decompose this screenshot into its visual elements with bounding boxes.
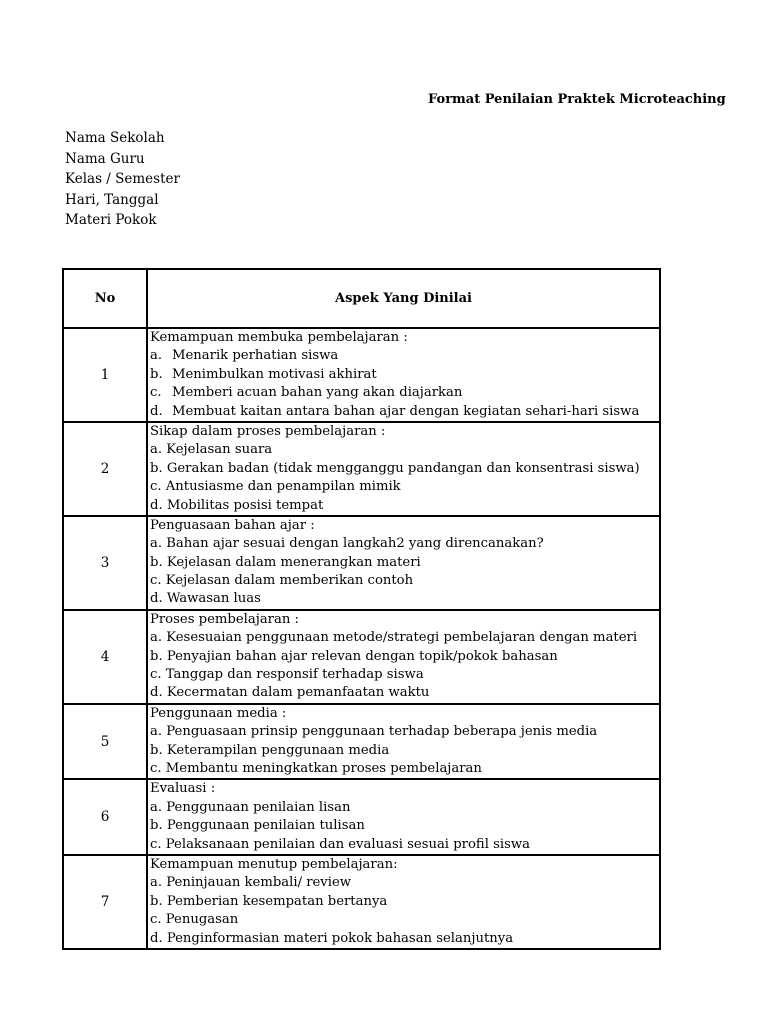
aspect-item: b. Pemberian kesempatan bertanya: [150, 893, 388, 909]
table-body: [63, 328, 660, 949]
aspect-cell: [147, 516, 660, 610]
info-field-class: Kelas / Semester: [65, 171, 180, 187]
aspect-item: a. Bahan ajar sesuai dengan langkah2 yang direncanakan?: [150, 536, 544, 552]
item-text: Membuat kaitan antara bahan ajar dengan kegiatan sehari-hari siswa: [172, 403, 640, 419]
aspect-heading: Sikap dalam proses pembelajaran :: [150, 423, 386, 439]
aspect-item: c. Kejelasan dalam memberikan contoh: [150, 573, 414, 589]
item-marker: b.: [150, 366, 163, 382]
aspect-item: a. Kejelasan suara: [150, 442, 273, 458]
aspect-cell: [147, 610, 660, 704]
aspect-item: d. Wawasan luas: [150, 591, 261, 607]
row-number: 4: [63, 610, 147, 704]
table-row: [63, 855, 660, 949]
header-no: No: [63, 269, 147, 328]
aspect-cell: [147, 422, 660, 516]
aspect-heading: Proses pembelajaran :: [150, 611, 299, 627]
item-marker: a.: [150, 348, 163, 364]
table-row: [63, 704, 660, 780]
row-number: 7: [63, 855, 147, 949]
table-row: [63, 610, 660, 704]
table-row: [63, 516, 660, 610]
aspect-item: b. Penyajian bahan ajar relevan dengan topik/pokok bahasan: [150, 648, 558, 664]
aspect-cell: [147, 855, 660, 949]
item-text: Menarik perhatian siswa: [172, 348, 339, 364]
row-number: 2: [63, 422, 147, 516]
info-field-subject: Materi Pokok: [65, 212, 157, 228]
aspect-item: c. Pelaksanaan penilaian dan evaluasi sesuai profil siswa: [150, 836, 531, 852]
aspect-heading: Kemampuan membuka pembelajaran :: [150, 330, 408, 345]
aspect-item: b. Penggunaan penilaian tulisan: [150, 818, 365, 834]
info-field-teacher: Nama Guru: [65, 150, 145, 167]
aspect-item: d. Mobilitas posisi tempat: [150, 497, 324, 513]
assessment-sheet: [62, 268, 659, 946]
aspect-item: b. Gerakan badan (tidak mengganggu pandangan dan konsentrasi siswa): [150, 460, 640, 476]
item-text: Memberi acuan bahan yang akan diajarkan: [172, 385, 463, 401]
info-field-school: Nama Sekolah: [65, 130, 165, 146]
aspect-cell: [147, 328, 660, 422]
aspect-cell: [147, 704, 660, 780]
aspect-item: c. Membantu meningkatkan proses pembelajaran: [150, 760, 482, 776]
aspect-item: c. Penugasan: [150, 912, 239, 928]
aspect-item: d. Kecermatan dalam pemanfaatan waktu: [150, 685, 430, 701]
aspect-item: c. Tanggap dan responsif terhadap siswa: [150, 667, 424, 683]
aspect-item: b. Kejelasan dalam menerangkan materi: [150, 554, 421, 570]
item-text: Menimbulkan motivasi akhirat: [172, 366, 377, 382]
aspect-cell: [147, 779, 660, 855]
aspect-item: a. Penggunaan penilaian lisan: [150, 799, 351, 815]
aspect-item: [150, 347, 659, 365]
aspect-heading: Evaluasi :: [150, 781, 216, 797]
aspect-heading: Kemampuan menutup pembelajaran:: [150, 856, 398, 872]
aspect-item: [150, 366, 659, 384]
table-header-row: [63, 269, 660, 328]
aspect-item: d. Penginformasian materi pokok bahasan selanjutnya: [150, 930, 514, 946]
aspect-item: a. Penguasaan prinsip penggunaan terhadap beberapa jenis media: [150, 724, 598, 740]
header-aspect: Aspek Yang Dinilai: [147, 269, 660, 328]
table-row: [63, 328, 660, 422]
aspect-item: c. Antusiasme dan penampilan mimik: [150, 479, 401, 495]
row-number: 1: [63, 328, 147, 422]
info-fields: [65, 128, 180, 231]
row-number: 6: [63, 779, 147, 855]
aspect-item: [150, 384, 659, 402]
table-row: [63, 779, 660, 855]
document-title: Format Penilaian Praktek Microteaching: [428, 92, 726, 107]
item-marker: c.: [150, 385, 162, 401]
aspect-item: [150, 403, 659, 421]
aspect-heading: Penguasaan bahan ajar :: [150, 517, 315, 533]
assessment-table: [62, 268, 661, 950]
row-number: 3: [63, 516, 147, 610]
aspect-item: b. Keterampilan penggunaan media: [150, 742, 390, 758]
row-number: 5: [63, 704, 147, 780]
aspect-item: a. Kesesuaian penggunaan metode/strategi pembelajaran dengan materi: [150, 630, 638, 646]
info-field-date: Hari, Tanggal: [65, 191, 159, 208]
aspect-heading: Penggunaan media :: [150, 705, 287, 721]
aspect-item: a. Peninjauan kembali/ review: [150, 875, 352, 891]
item-marker: d.: [150, 403, 163, 419]
table-row: [63, 422, 660, 516]
